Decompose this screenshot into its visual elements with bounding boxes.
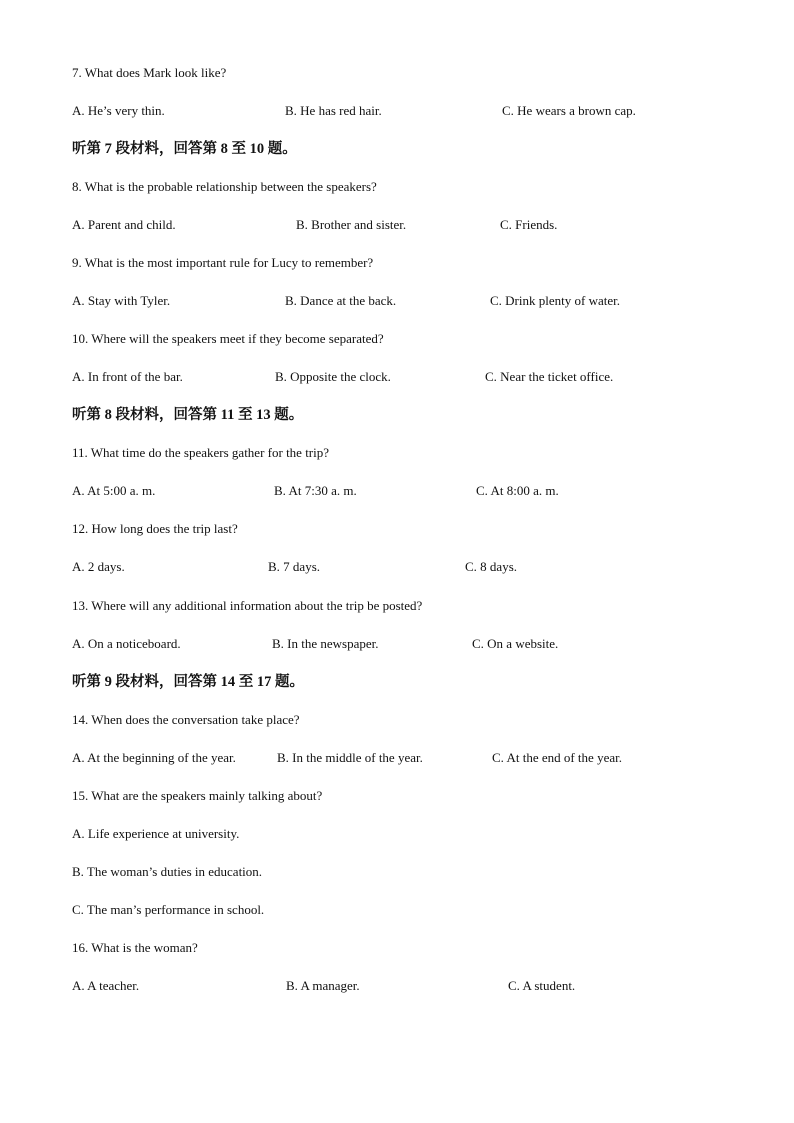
question-10: 10. Where will the speakers meet if they become separated? xyxy=(72,331,384,346)
option-c: C. A student. xyxy=(508,978,576,993)
question-13: 13. Where will any additional information about the trip be posted? xyxy=(72,598,423,613)
question-8: 8. What is the probable relationship between the speakers? xyxy=(72,179,377,194)
option-c: C. The man’s performance in school. xyxy=(72,902,265,917)
question-12-options xyxy=(72,556,732,578)
option-a: A. A teacher. xyxy=(72,978,140,993)
option-b: B. At 7:30 a. m. xyxy=(274,483,357,498)
option-c: C. Friends. xyxy=(500,217,558,232)
option-a: A. Life experience at university. xyxy=(72,826,240,841)
option-c: C. Near the ticket office. xyxy=(485,369,614,384)
question-11: 11. What time do the speakers gather for the trip? xyxy=(72,445,330,460)
option-b: B. Dance at the back. xyxy=(285,293,397,308)
option-b: B. In the newspaper. xyxy=(272,636,379,651)
question-11-options xyxy=(72,480,732,502)
question-14-options xyxy=(72,747,732,769)
question-12: 12. How long does the trip last? xyxy=(72,521,238,536)
question-8-options xyxy=(72,214,732,236)
section-heading-8: 听第 8 段材料，回答第 11 至 13 题。 xyxy=(72,407,304,423)
question-16: 16. What is the woman? xyxy=(72,940,198,955)
option-b: B. 7 days. xyxy=(268,559,320,574)
option-b: B. A manager. xyxy=(286,978,360,993)
question-15: 15. What are the speakers mainly talking about? xyxy=(72,788,323,803)
option-a: A. At the beginning of the year. xyxy=(72,750,236,765)
question-13-options xyxy=(72,633,732,655)
option-a: A. On a noticeboard. xyxy=(72,636,181,651)
option-c: C. At the end of the year. xyxy=(492,750,622,765)
question-9-options xyxy=(72,290,732,312)
section-heading-9: 听第 9 段材料，回答第 14 至 17 题。 xyxy=(72,674,304,690)
question-7-options xyxy=(72,100,732,122)
option-a: A. At 5:00 a. m. xyxy=(72,483,156,498)
option-c: C. At 8:00 a. m. xyxy=(476,483,559,498)
question-10-options xyxy=(72,366,732,388)
question-14: 14. When does the conversation take place? xyxy=(72,712,300,727)
option-b: B. In the middle of the year. xyxy=(277,750,423,765)
option-a: A. 2 days. xyxy=(72,559,125,574)
option-a: A. Parent and child. xyxy=(72,217,176,232)
option-c: C. 8 days. xyxy=(465,559,517,574)
question-16-options xyxy=(72,975,732,997)
option-c: C. He wears a brown cap. xyxy=(502,103,636,118)
option-a: A. In front of the bar. xyxy=(72,369,183,384)
option-a: A. Stay with Tyler. xyxy=(72,293,171,308)
option-b: B. Opposite the clock. xyxy=(275,369,391,384)
option-c: C. Drink plenty of water. xyxy=(490,293,620,308)
question-9: 9. What is the most important rule for Lucy to remember? xyxy=(72,255,374,270)
question-7: 7. What does Mark look like? xyxy=(72,65,227,80)
option-a: A. He’s very thin. xyxy=(72,103,165,118)
option-b: B. The woman’s duties in education. xyxy=(72,864,263,879)
option-b: B. He has red hair. xyxy=(285,103,382,118)
section-heading-7: 听第 7 段材料，回答第 8 至 10 题。 xyxy=(72,141,297,157)
option-c: C. On a website. xyxy=(472,636,559,651)
option-b: B. Brother and sister. xyxy=(296,217,407,232)
